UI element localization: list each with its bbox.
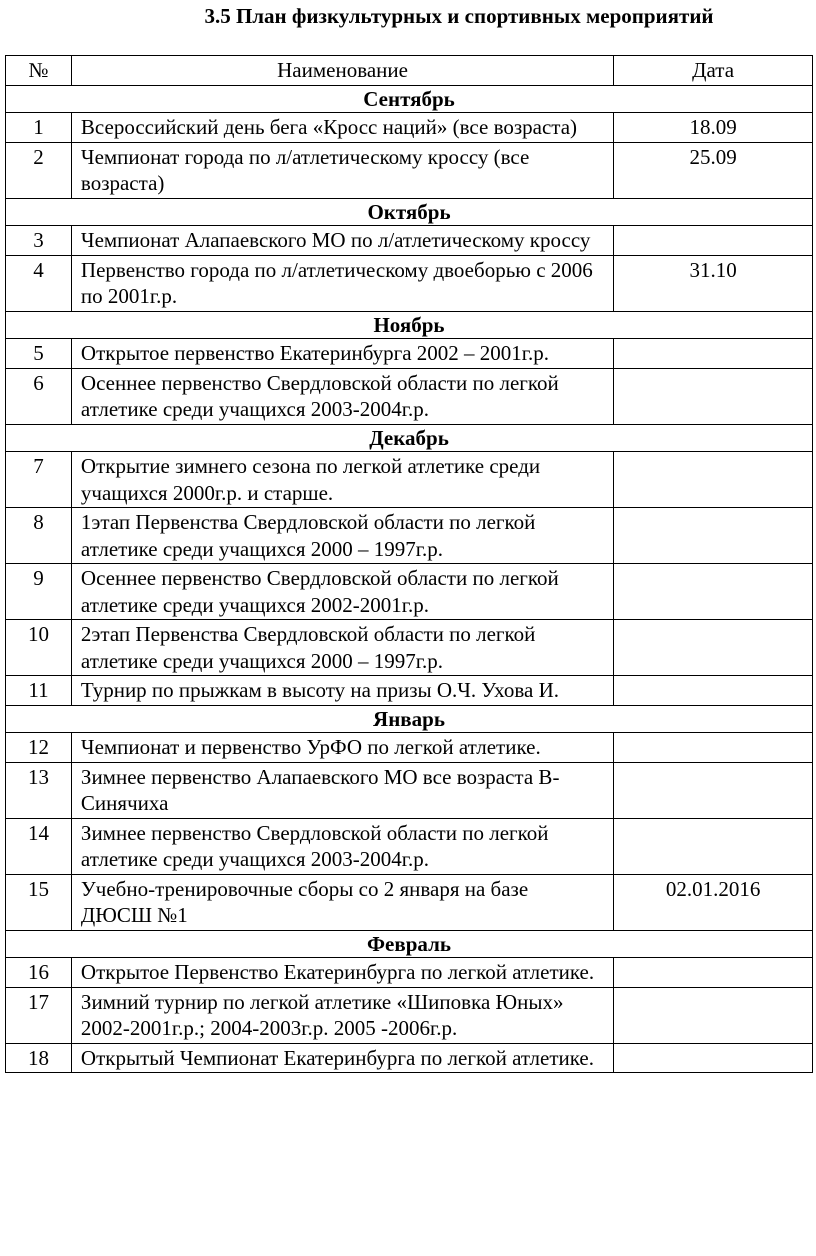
table-row: [6, 818, 813, 874]
event-date: [614, 452, 813, 508]
event-name: Открытое первенство Екатеринбурга 2002 – 2001г.р.: [71, 339, 613, 369]
table-row: [6, 762, 813, 818]
row-number: 13: [6, 762, 72, 818]
event-date: [614, 987, 813, 1043]
table-row: [6, 564, 813, 620]
month-row: [6, 424, 813, 452]
event-date: [614, 339, 813, 369]
event-date: [614, 676, 813, 706]
row-number: 4: [6, 255, 72, 311]
row-number: 8: [6, 508, 72, 564]
table-row: [6, 620, 813, 676]
event-name: 1этап Первенства Свердловской области по легкой атлетике среди учащихся 2000 – 1997г.р.: [71, 508, 613, 564]
event-date: [614, 226, 813, 256]
table-row: [6, 339, 813, 369]
event-name-line: Зимний турнир по легкой атлетике «Шиповка Юных»: [80, 989, 564, 1014]
event-name: Зимнее первенство Алапаевского МО все возраста В-Синячиха: [71, 762, 613, 818]
row-number: 10: [6, 620, 72, 676]
table-row: [6, 255, 813, 311]
table-row: [6, 452, 813, 508]
month-heading: Октябрь: [6, 198, 813, 226]
page-title: 3.5 План физкультурных и спортивных мероприятий: [204, 4, 714, 28]
event-name: Всероссийский день бега «Кросс наций» (все возраста): [71, 113, 613, 143]
header-num: №: [6, 56, 72, 86]
row-number: 3: [6, 226, 72, 256]
event-name: Открытый Чемпионат Екатеринбурга по легкой атлетике.: [71, 1043, 613, 1073]
event-date: [614, 733, 813, 763]
row-number: 12: [6, 733, 72, 763]
event-name: Чемпионат Алапаевского МО по л/атлетическому кроссу: [71, 226, 613, 256]
table-row: [6, 142, 813, 198]
row-number: 17: [6, 987, 72, 1043]
header-name: Наименование: [71, 56, 613, 86]
event-name: Чемпионат и первенство УрФО по легкой атлетике.: [71, 733, 613, 763]
row-number: 2: [6, 142, 72, 198]
header-date: Дата: [614, 56, 813, 86]
table-row: [6, 113, 813, 143]
row-number: 9: [6, 564, 72, 620]
event-date: [614, 762, 813, 818]
row-number: 14: [6, 818, 72, 874]
event-date: 31.10: [614, 255, 813, 311]
event-date: [614, 1043, 813, 1073]
table-row: [6, 368, 813, 424]
row-number: 1: [6, 113, 72, 143]
event-name: Осеннее первенство Свердловской области по легкой атлетике среди учащихся 2002-2001г.р.: [71, 564, 613, 620]
table-body: [6, 85, 813, 1073]
event-date: 18.09: [614, 113, 813, 143]
event-date: 25.09: [614, 142, 813, 198]
row-number: 16: [6, 958, 72, 988]
row-number: 15: [6, 874, 72, 930]
month-row: [6, 198, 813, 226]
event-name: Открытие зимнего сезона по легкой атлетике среди учащихся 2000г.р. и старше.: [71, 452, 613, 508]
row-number: 5: [6, 339, 72, 369]
event-name: Учебно-тренировочные сборы со 2 января на базе ДЮСШ №1: [71, 874, 613, 930]
month-row: [6, 930, 813, 958]
event-name: [71, 987, 613, 1043]
event-name: Турнир по прыжкам в высоту на призы О.Ч. Ухова И.: [71, 676, 613, 706]
table-row: [6, 1043, 813, 1073]
row-number: 7: [6, 452, 72, 508]
month-row: [6, 705, 813, 733]
row-number: 11: [6, 676, 72, 706]
event-date: 02.01.2016: [614, 874, 813, 930]
month-row: [6, 85, 813, 113]
event-name: Осеннее первенство Свердловской области по легкой атлетике среди учащихся 2003-2004г.р.: [71, 368, 613, 424]
row-number: 6: [6, 368, 72, 424]
month-heading: Февраль: [6, 930, 813, 958]
month-row: [6, 311, 813, 339]
month-heading: Ноябрь: [6, 311, 813, 339]
event-date: [614, 564, 813, 620]
event-name: Первенство города по л/атлетическому двоеборью с 2006 по 2001г.р.: [71, 255, 613, 311]
events-table: [5, 55, 813, 1073]
event-date: [614, 620, 813, 676]
row-number: 18: [6, 1043, 72, 1073]
table-header-row: [6, 56, 813, 86]
event-name: 2этап Первенства Свердловской области по легкой атлетике среди учащихся 2000 – 1997г.р.: [71, 620, 613, 676]
month-heading: Январь: [6, 705, 813, 733]
event-date: [614, 958, 813, 988]
table-row: [6, 226, 813, 256]
month-heading: Декабрь: [6, 424, 813, 452]
event-name: Зимнее первенство Свердловской области по легкой атлетике среди учащихся 2003-2004г.р.: [71, 818, 613, 874]
table-row: [6, 733, 813, 763]
table-row: [6, 958, 813, 988]
event-name: Чемпионат города по л/атлетическому кроссу (все возраста): [71, 142, 613, 198]
table-row: [6, 508, 813, 564]
month-heading: Сентябрь: [6, 85, 813, 113]
table-row: [6, 874, 813, 930]
event-date: [614, 368, 813, 424]
event-name: Открытое Первенство Екатеринбурга по легкой атлетике.: [71, 958, 613, 988]
event-name-line: 2002-2001г.р.; 2004-2003г.р. 2005 -2006г.р.: [80, 1016, 458, 1040]
event-date: [614, 818, 813, 874]
event-date: [614, 508, 813, 564]
table-row: [6, 987, 813, 1043]
table-row: [6, 676, 813, 706]
